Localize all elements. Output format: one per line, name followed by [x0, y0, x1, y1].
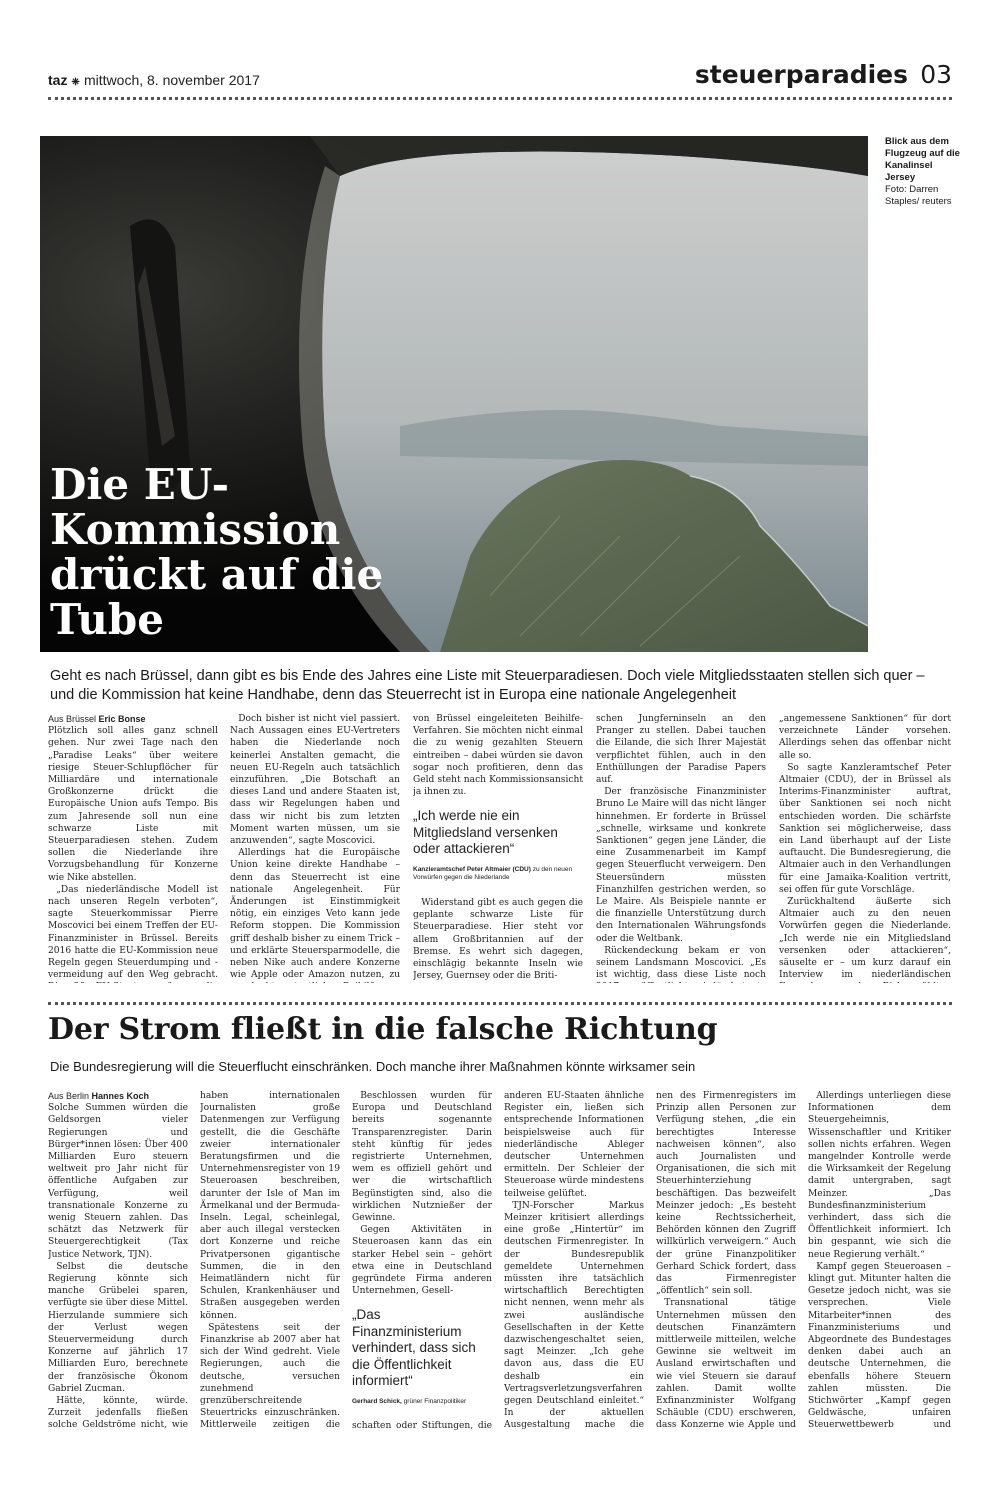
article1-byline: Aus Brüssel Eric Bonse: [48, 714, 146, 724]
paragraph: anderen EU-Staaten ähnliche Register ein, ließen sich entsprechende Informationen beispielsweise auch für niederländische Ableger deutscher Unternehmen ermitteln. Der Schleier der Steueroase würde mindestens teilweise gelüftet.: [504, 1091, 644, 1199]
article2-column-5: [656, 1090, 796, 1430]
article1-headline: Die EU-Kommission drückt auf die Tube: [50, 460, 384, 644]
article1-lede: Geht es nach Brüssel, dann gibt es bis Ende des Jahres eine Liste mit Steuerparadiesen. Doch viele Mitgliedsstaaten stellen sich quer – und die Kommission hat keine Handhabe, denn das Steuerrecht ist in Europa eine nationale Angelegenheit: [50, 668, 925, 703]
paragraph: Beschlossen wurden für Europa und Deutschland bereits sogenannte Transparenzregister. Darin steht künftig für jedes registrierte Unternehmen, wem es offiziell gehört und wer die wirtschaftlich Begünstigten sind, also die wirklichen Nutznießer der Gewinne.: [352, 1091, 492, 1224]
paragraph: So sagte Kanzleramtschef Peter Altmaier (CDU), der in Brüssel als Interims-Finanzminister auftrat, über Sanktionen sei noch nicht entschieden worden. Die schärfste Sanktion sei möglicherweise, dass ein Land überhaupt auf der Liste auftaucht. Die Bundesregierung, die Altmaier auch in den Verhandlungen für eine Jamaika-Koalition vertritt, sei offen für gute Vorschläge.: [779, 762, 951, 895]
article1-column-5: [779, 713, 951, 983]
article2-quote-attribution: Gerhard Schick, grüner Finanzpolitiker: [352, 1397, 467, 1405]
paragraph: Allerdings unterliegen diese Informationen dem Steuergeheimnis, Wissenschaftler und Kritiker sollen nichts erfahren. Wegen mangelnder Kontrolle werde die Wirksamkeit der Regelung damit untergraben, sagt Meinzer. „Das Bundesfinanzministerium verhindert, dass sich die Öffentlichkeit informiert. Ich bin gespannt, wie sich die neue Regierung verhält.“: [808, 1091, 951, 1260]
paragraph: Selbst die deutsche Regierung könnte sich manche Grübelei sparen, verfügte sie über diese Mittel. Hierzulande summiere sich der Verlust wegen Steuervermeidung durch Konzerne auf jährlich 17 Milliarden Euro, berechnete der französische Ökonom Gabriel Zucman.: [48, 1261, 188, 1394]
article1-column-1: [48, 713, 218, 983]
paragraph: schen Jungferninseln an den Pranger zu stellen. Dabei tauchen die Eilande, die sich Ihrer Majestät verpflichtet fühlen, auch in den Enthüllungen der Paradise Papers auf.: [596, 714, 766, 786]
paragraph: schaften oder Stiftungen, die: [352, 1421, 492, 1430]
dotted-divider: [48, 1002, 952, 1005]
paragraph: „Das niederländische Modell ist nach unseren Regeln verboten“, sagte Steuerkommissar Pierre Moscovici bei einem Treffen der EU-Finanzminister in Brüssel. Bereits 2016 hatte die EU-Kommission neue Regeln gegen Steuerdumping und -vermeidung auf den Weg gebracht.: [48, 884, 218, 981]
paragraph: Gegen Aktivitäten in Steueroasen kann das ein starker Hebel sein – gehört etwa eine in Deutschland gegründete Firma anderen Unternehmen, Gesell-: [352, 1225, 492, 1297]
article1-column-3: [413, 713, 583, 983]
issue-date: mittwoch, 8. november 2017: [84, 72, 260, 88]
article1-quote-attribution: Kanzleramtschef Peter Altmaier (CDU) zu den neuen Vorwürfen gegen die Niederlande: [413, 865, 573, 882]
paragraph: Spätestens seit der Finanzkrise ab 2007 aber hat sich der Wind gedreht. Viele Regierungen, auch die deutsche, versuchen zunehmend grenzüberschreitende Steuertricks einzuschränken. Mittlerweile zeitigen die: [200, 1322, 340, 1430]
paragraph: „angemessene Sanktionen“ für dort verzeichnete Länder vorsehen. Allerdings sehen das offenbar nicht alle so.: [779, 714, 951, 761]
article2-pull-quote: „Das Finanzministerium verhindert, dass sich die Öffentlichkeit informiert“: [352, 1307, 476, 1389]
paragraph: TJN-Forscher Markus Meinzer kritisiert allerdings eine große „Hintertür“ im deutschen Firmenregister. In der Bundesrepublik gemeldete Unternehmen müssten ihre tatsächlich wirtschaftlich Berechtigten nicht nennen, wenn mehr als zwei ausländische Gesellschaften in der Kette dazwischengeschaltet seien, sagt Meinzer. „Ich gehe davon aus, dass die EU deshalb ein Vertragsverletzungsverfahren gegen Deutschland einleitet.“ In der aktuellen Ausgestaltung mache die: [504, 1200, 644, 1430]
article2-column-3: [352, 1090, 492, 1430]
article1-column-2: [230, 713, 400, 983]
article2-headline: Der Strom fließt in die falsche Richtung: [48, 1012, 718, 1047]
article1-column-4: [596, 713, 766, 983]
paragraph: Der französische Finanzminister Bruno Le Maire will das nicht länger hinnehmen. Er forderte in Brüssel „schnelle, wirksame und konkrete Sanktionen“ gegen jene Länder, die eine Zusammenarbeit im Kampf gegen Steuerflucht verweigern. Den Steuersündern müssten Finanzhilfen gestrichen werden, so Le Maire. Als Beispiele nannte er die finanzielle Unterstützung durch den Internationalen Währungsfonds oder die Weltbank.: [596, 787, 766, 944]
paragraph: nen des Firmenregisters im Prinzip allen Personen zur Verfügung stehen, „die ein berechtigtes Interesse nachweisen können“, also auch Journalisten und Organisationen, die sich mit Steuerhinterziehung beschäftigen. Das bezweifelt Meinzer jedoch: „Es besteht keine Rechtssicherheit, Behörden können den Zugriff willkürlich verweigern.“ Auch der grüne Finanzpolitiker Gerhard Schick fordert, dass das Firmenregister „öffentlich“ sein soll.: [656, 1091, 796, 1297]
article2-column-1: [48, 1090, 188, 1430]
paragraph: haben internationalen Journalisten große Datenmengen zur Verfügung gestellt, die die Geschäfte zweier internationaler Beratungsfirmen und die Unternehmensregister von 19 Steueroasen beschreiben, darunter der Isle of Man im Ärmelkanal und der Bermuda-Inseln. Legal, scheinlegal, aber auch illegal verstecken dort Konzerne und reiche Privatpersonen gigantische Summen, die in den Heimatländern nicht für Schulen, Krankenhäuser und Straßen ausgegeben werden können.: [200, 1091, 340, 1321]
article2-lede: Die Bundesregierung will die Steuerflucht einschränken. Doch manche ihrer Maßnahmen könnte wirksamer sein: [50, 1059, 696, 1074]
article1-pull-quote: „Ich werde nie ein Mitgliedsland versenken oder attackieren“: [413, 808, 558, 857]
article2-byline: Aus Berlin Hannes Koch: [48, 1091, 150, 1101]
masthead: [48, 60, 952, 94]
paragraph: Allerdings hat die Europäische Union keine direkte Handhabe – denn das Steuerrecht ist eine nationale Angelegenheit. Für Änderungen ist Einstimmigkeit nötig, ein einziges Veto kann jede Reform stoppen. Die Kommission griff deshalb bisher zu einem Trick – und erklärte Steuersparmodelle, die neben Nike auch andere Konzerne wie Apple oder Amazon nutzen, zu: [230, 848, 400, 981]
caption-title: Blick aus dem Flugzeug auf die Kanalinsel Jersey: [885, 136, 960, 183]
section-title: steuerparadies: [694, 60, 908, 89]
paragraph: Plötzlich soll alles ganz schnell gehen. Nur zwei Tage nach den „Paradise Leaks“ über weitere riesige Steuer-Schlupflöcher für Milliardäre und internationale Großkonzerne drückt die Europäische Union aufs Tempo. Bis zum Jahresende soll nun eine schwarze Liste mit Steuerparadiesen stehen. Zudem sollen die Niederlande ihre Vorzugsbehandlung für Konzerne wie Nike abstellen.: [48, 726, 218, 883]
page-number: 03: [920, 60, 952, 89]
taz-logo[interactable]: taz ❈: [48, 72, 80, 88]
paragraph: Transnational tätige Unternehmen müssen den deutschen Finanzämtern mittlerweile mitteilen, welche Gewinne sie weltweit im Ausland erwirtschaften und wie viel Steuern sie darauf zahlen. Damit wollte Exfinanzminister Wolfgang Schäuble (CDU) erschweren, dass Konzerne wie Apple und: [656, 1298, 796, 1430]
paragraph: von Brüssel eingeleiteten Beihilfe-Verfahren. Sie möchten nicht einmal die zu wenig gezahlten Steuern eintreiben – dabei würden sie davon sogar noch profitieren, denn das Geld steht nach Kommissionsansicht ja ihnen zu.: [413, 714, 583, 798]
paragraph: Rückendeckung bekam er von seinem Landsmann Moscovici. „Es ist wichtig, dass diese Liste noch: [596, 945, 766, 981]
article2-column-4: [504, 1090, 644, 1430]
article2-column-6: [808, 1090, 951, 1430]
caption-credit: Foto: Darren Staples/ reuters: [885, 184, 952, 207]
article2-column-2: [200, 1090, 340, 1430]
paw-icon: ❈: [71, 77, 80, 88]
paragraph: Solche Summen würden die Geldsorgen vieler Regierungen und Bürger*innen lösen: Über 400 Milliarden Euro steuern weltweit pro Jahr nicht für öffentliche Aufgaben zur Verfügung, weil transnationale Konzerne zu wenig Steuern zahlen. Das schätzt das Netzwerk für Steuergerechtigkeit (Tax Justice Network, TJN).: [48, 1103, 188, 1260]
photo-caption: [885, 136, 965, 208]
paragraph: Doch bisher ist nicht viel passiert. Nach Aussagen eines EU-Vertreters haben die Niederlande noch keinerlei Anstalten gemacht, die neuen EU-Regeln auch tatsächlich einzuführen. „Die Botschaft an dieses Land und andere Staaten ist, dass wir Regelungen haben und dass wir nicht bis zum letzten Moment warten müssen, um sie anzuwenden“, sagte Moscovici.: [230, 714, 400, 847]
paragraph: Zurückhaltend äußerte sich Altmaier auch zu den neuen Vorwürfen gegen die Niederlande. „Ich werde nie ein Mitgliedsland versenken oder attackieren“, säuselte er – um kurz darauf ein Interview im niederländischen: [779, 897, 951, 981]
paragraph: Hätte, könnte, würde. Zurzeit jedenfalls fließen solche Geldströme nicht, wie: [48, 1396, 188, 1430]
paragraph: Kampf gegen Steueroasen – klingt gut. Mitunter halten die Gesetze jedoch nicht, was sie versprechen. Viele Mitarbeiter*innen des Finanzministeriums und Abgeordnete des Bundestages denken dabei auch an deutsche Unternehmen, die ebenfalls höhere Steuern zahlen müssten. Die Stichwörter „Kampf gegen Geldwäsche, unfairen Steuerwettbewerb und: [808, 1261, 951, 1430]
paragraph: Widerstand gibt es auch gegen die geplante schwarze Liste für Steuerparadiese. Hier steht vor allem Großbritannien auf der Bremse. Es wehrt sich dagegen, einschlägig bekannte Inseln wie Jersey, Guernsey oder die Briti-: [413, 897, 583, 982]
dotted-divider: [48, 97, 952, 100]
